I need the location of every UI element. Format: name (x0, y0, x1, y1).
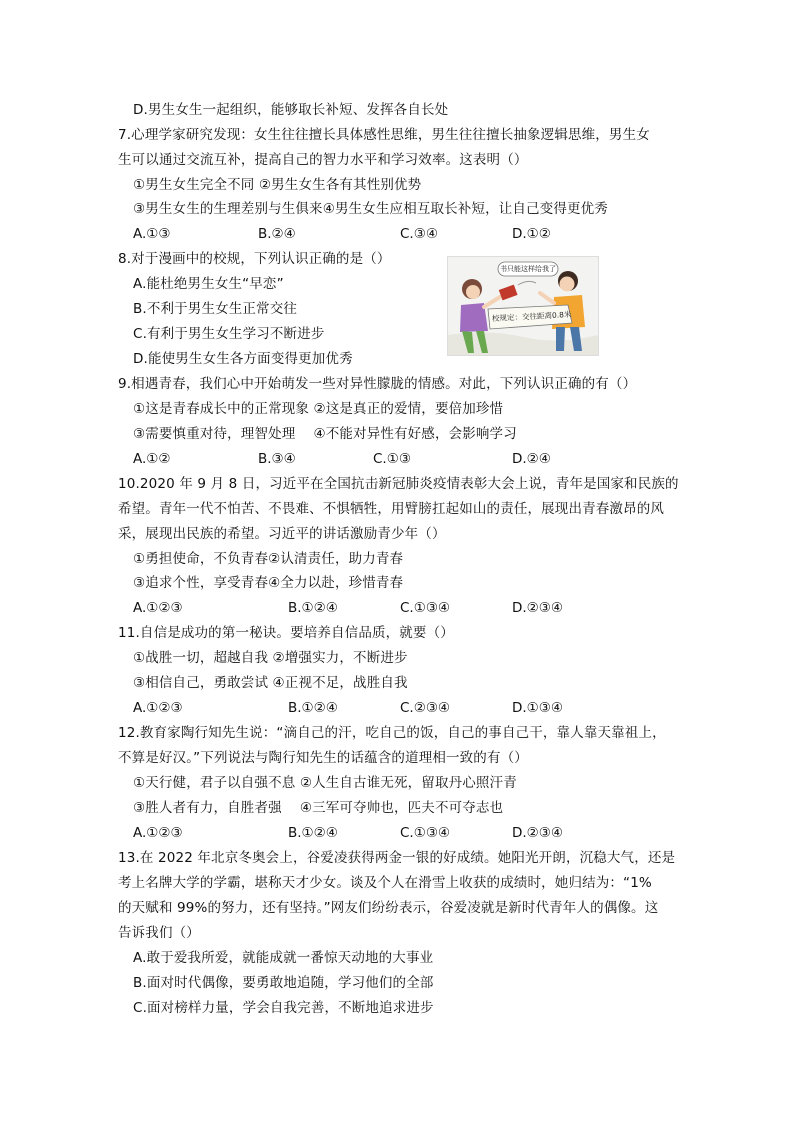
q10-option-a: A.①②③ (133, 600, 183, 616)
q9-option-d: D.②④ (512, 451, 551, 467)
q12-option-d: D.②③④ (512, 825, 563, 841)
q11-option-a: A.①②③ (133, 700, 183, 716)
q6-option-d: D.男生女生一起组织，能够取长补短、发挥各自长处 (133, 102, 449, 118)
q10-option-c: C.①③④ (400, 600, 451, 616)
q13-stem-line1: 13.在 2022 年北京冬奥会上，谷爱凌获得两金一银的好成绩。她阳光开朗，沉稳大气，还是 (118, 850, 676, 866)
q13-stem-line2: 考上名牌大学的学霸，堪称天才少女。谈及个人在滑雪上收获的成绩时，她归结为：“1% (118, 875, 652, 891)
q8-stem: 8.对于漫画中的校规，下列认识正确的是（） (118, 251, 391, 267)
q11-option-b: B.①②④ (288, 700, 338, 716)
q11-statement-1: ①战胜一切，超越自我 ②增强实力，不断进步 (133, 650, 408, 666)
q13-stem-line4: 告诉我们（） (118, 925, 200, 941)
q7-statement-1: ①男生女生完全不同 ②男生女生各有其性别优势 (133, 177, 422, 193)
q11-option-c: C.②③④ (400, 700, 451, 716)
q10-stem-line1: 10.2020 年 9 月 8 日，习近平在全国抗击新冠肺炎疫情表彰大会上说，青年是国家和民族的 (118, 476, 679, 492)
q7-option-b: B.②④ (258, 226, 296, 242)
q7-option-d: D.①② (512, 226, 551, 242)
q7-statement-2: ③男生女生的生理差别与生俱来④男生女生应相互取长补短，让自己变得更优秀 (133, 201, 608, 217)
cartoon-speech-bubble: 书只能这样给我了 (500, 265, 556, 273)
q13-option-a: A.敢于爱我所爱，就能成就一番惊天动地的大事业 (133, 950, 434, 966)
q9-option-c: C.①③ (373, 451, 411, 467)
q9-option-a: A.①② (133, 451, 171, 467)
q10-stem-line2: 希望。青年一代不怕苦、不畏难、不惧牺牲，用臂膀扛起如山的责任，展现出青春激昂的风 (118, 501, 664, 517)
q7-option-c: C.③④ (400, 226, 438, 242)
q9-statement-2: ③需要慎重对待，理智处理 ④不能对异性有好感，会影响学习 (133, 426, 517, 442)
q10-option-b: B.①②④ (288, 600, 338, 616)
q7-option-a: A.①③ (133, 226, 171, 242)
q7-stem-line2: 生可以通过交流互补，提高自己的智力水平和学习效率。这表明（） (118, 152, 528, 168)
q11-stem: 11.自信是成功的第一秘诀。要培养自信品质，就要（） (118, 625, 454, 641)
q9-statement-1: ①这是青春成长中的正常现象 ②这是真正的爱情，要倍加珍惜 (133, 401, 504, 417)
q11-option-d: D.①③④ (512, 700, 563, 716)
q13-stem-line3: 的天赋和 99%的努力，还有坚持。”网友们纷纷表示，谷爱凌就是新时代青年人的偶像。这 (118, 900, 659, 916)
q13-option-b: B.面对时代偶像，要勇敢地追随，学习他们的全部 (133, 975, 434, 991)
q12-statement-2: ③胜人者有力，自胜者强 ④三军可夺帅也，匹夫不可夺志也 (133, 800, 504, 816)
q12-stem-line1: 12.教育家陶行知先生说：“滴自己的汗，吃自己的饭，自己的事自己干，靠人靠天靠祖上， (118, 725, 666, 741)
q10-stem-line3: 采，展现出民族的希望。习近平的讲话激励青少年（） (118, 526, 446, 542)
q12-stem-line2: 不算是好汉。”下列说法与陶行知先生的话蕴含的道理相一致的有（） (118, 750, 528, 766)
q13-option-c: C.面对榜样力量，学会自我完善，不断地追求进步 (133, 1000, 434, 1016)
q8-option-d: D.能使男生女生各方面变得更加优秀 (133, 351, 353, 367)
q8-option-b: B.不利于男生女生正常交往 (133, 301, 298, 317)
q11-statement-2: ③相信自己，勇敢尝试 ④正视不足，战胜自我 (133, 675, 408, 691)
q10-option-d: D.②③④ (512, 600, 563, 616)
q10-statement-1: ①勇担使命，不负青春②认清责任，助力青春 (133, 551, 404, 567)
q12-option-c: C.①③④ (400, 825, 451, 841)
q7-stem-line1: 7.心理学家研究发现：女生往往擅长具体感性思维，男生往往擅长抽象逻辑思维，男生女 (118, 127, 650, 143)
q9-option-b: B.③④ (258, 451, 296, 467)
q9-stem: 9.相遇青春，我们心中开始萌发一些对异性朦胧的情感。对此，下列认识正确的有（） (118, 376, 637, 392)
q8-option-c: C.有利于男生女生学习不断进步 (133, 326, 325, 342)
q10-statement-2: ③追求个性，享受青春④全力以赴，珍惜青春 (133, 575, 404, 591)
school-rule-cartoon (447, 256, 599, 356)
q8-option-a: A.能杜绝男生女生“早恋” (133, 276, 284, 292)
q12-statement-1: ①天行健，君子以自强不息 ②人生自古谁无死，留取丹心照汗青 (133, 775, 517, 791)
q12-option-a: A.①②③ (133, 825, 183, 841)
q12-option-b: B.①②④ (288, 825, 338, 841)
cartoon-rule-sign: 校规定：交往距离0.8米 (491, 309, 572, 324)
